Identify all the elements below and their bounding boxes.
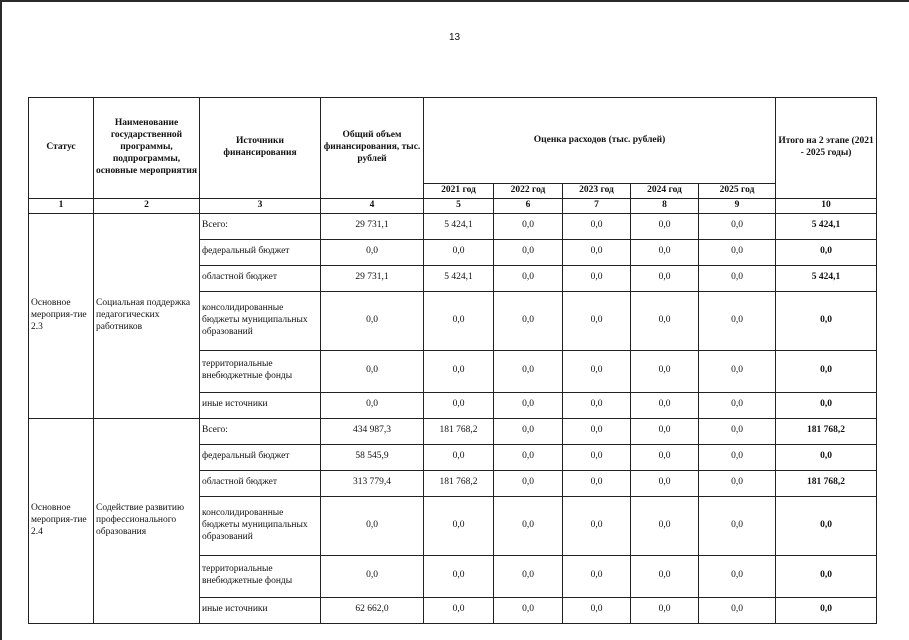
page-top-edge [0,0,909,2]
source-cell: областной бюджет [200,470,321,496]
year-value-cell: 0,0 [699,350,776,392]
total-volume-cell: 0,0 [321,392,424,418]
header-total-volume: Общий объем финансирования, тыс. рублей [321,98,424,199]
source-cell: Всего: [200,418,321,444]
total-volume-cell: 29 731,1 [321,265,424,291]
header-year: 2023 год [563,184,631,199]
column-number: 3 [200,198,321,213]
year-value-cell: 0,0 [699,265,776,291]
stage-total-cell: 0,0 [776,239,877,265]
stage-total-cell: 5 424,1 [776,265,877,291]
year-value-cell: 0,0 [494,597,563,623]
year-value-cell: 0,0 [631,239,699,265]
stage-total-cell: 0,0 [776,597,877,623]
year-value-cell: 0,0 [424,350,494,392]
status-cell: Основное мероприя-тие 2.3 [29,213,94,418]
year-value-cell: 0,0 [631,555,699,597]
year-value-cell: 0,0 [563,444,631,470]
year-value-cell: 0,0 [563,265,631,291]
total-volume-cell: 0,0 [321,496,424,555]
table-header [29,98,877,214]
source-cell: федеральный бюджет [200,239,321,265]
year-value-cell: 0,0 [563,213,631,239]
year-value-cell: 0,0 [699,418,776,444]
year-value-cell: 181 768,2 [424,470,494,496]
source-cell: областной бюджет [200,265,321,291]
year-value-cell: 0,0 [424,239,494,265]
source-cell: федеральный бюджет [200,444,321,470]
year-value-cell: 0,0 [424,496,494,555]
header-status: Статус [29,98,94,199]
year-value-cell: 0,0 [631,470,699,496]
year-value-cell: 0,0 [563,597,631,623]
year-value-cell: 0,0 [424,392,494,418]
source-cell: консолидированные бюджеты муниципальных образований [200,496,321,555]
year-value-cell: 0,0 [494,418,563,444]
year-value-cell: 0,0 [424,555,494,597]
year-value-cell: 0,0 [699,555,776,597]
year-value-cell: 0,0 [699,470,776,496]
stage-total-cell: 0,0 [776,392,877,418]
year-value-cell: 0,0 [699,444,776,470]
total-volume-cell: 434 987,3 [321,418,424,444]
year-value-cell: 0,0 [631,444,699,470]
source-cell: иные источники [200,392,321,418]
total-volume-cell: 58 545,9 [321,444,424,470]
header-year: 2024 год [631,184,699,199]
header-year: 2021 год [424,184,494,199]
total-volume-cell: 62 662,0 [321,597,424,623]
measure-name-cell: Социальная поддержка педагогических работников [94,213,200,418]
year-value-cell: 0,0 [631,350,699,392]
total-volume-cell: 0,0 [321,291,424,350]
header-sources: Источники финансирования [200,98,321,199]
column-number: 2 [94,198,200,213]
column-number: 5 [424,198,494,213]
stage-total-cell: 0,0 [776,555,877,597]
table-row [29,213,877,239]
year-value-cell: 181 768,2 [424,418,494,444]
year-value-cell: 5 424,1 [424,265,494,291]
source-cell: консолидированные бюджеты муниципальных образований [200,291,321,350]
year-value-cell: 0,0 [563,470,631,496]
year-value-cell: 0,0 [494,350,563,392]
column-number: 9 [699,198,776,213]
year-value-cell: 0,0 [563,350,631,392]
source-cell: иные источники [200,597,321,623]
financing-table [28,97,877,624]
year-value-cell: 0,0 [563,555,631,597]
year-value-cell: 0,0 [424,291,494,350]
year-value-cell: 0,0 [699,392,776,418]
total-volume-cell: 0,0 [321,555,424,597]
year-value-cell: 0,0 [699,291,776,350]
header-stage-total: Итого на 2 этапе (2021 - 2025 годы) [776,98,877,199]
column-number: 10 [776,198,877,213]
stage-total-cell: 181 768,2 [776,470,877,496]
stage-total-cell: 0,0 [776,291,877,350]
year-value-cell: 0,0 [631,265,699,291]
column-number: 7 [563,198,631,213]
year-value-cell: 0,0 [563,239,631,265]
year-value-cell: 0,0 [563,392,631,418]
header-name: Наименование государственной программы, подпрограммы, основные мероприятия [94,98,200,199]
year-value-cell: 0,0 [631,418,699,444]
table-body [29,213,877,623]
year-value-cell: 0,0 [494,265,563,291]
status-cell: Основное мероприя-тие 2.4 [29,418,94,623]
year-value-cell: 0,0 [631,392,699,418]
year-value-cell: 0,0 [563,418,631,444]
year-value-cell: 0,0 [424,597,494,623]
year-value-cell: 0,0 [699,597,776,623]
year-value-cell: 0,0 [563,291,631,350]
total-volume-cell: 313 779,4 [321,470,424,496]
year-value-cell: 5 424,1 [424,213,494,239]
stage-total-cell: 0,0 [776,444,877,470]
measure-name-cell: Содействие развитию профессионального образования [94,418,200,623]
year-value-cell: 0,0 [494,239,563,265]
stage-total-cell: 5 424,1 [776,213,877,239]
column-number: 4 [321,198,424,213]
page-left-edge [0,0,2,640]
total-volume-cell: 29 731,1 [321,213,424,239]
header-estimate: Оценка расходов (тыс. рублей) [424,98,776,184]
year-value-cell: 0,0 [494,470,563,496]
year-value-cell: 0,0 [494,496,563,555]
header-year: 2022 год [494,184,563,199]
column-number: 1 [29,198,94,213]
stage-total-cell: 0,0 [776,350,877,392]
table-row [29,418,877,444]
stage-total-cell: 181 768,2 [776,418,877,444]
year-value-cell: 0,0 [563,496,631,555]
source-cell: территориальные внебюджетные фонды [200,555,321,597]
year-value-cell: 0,0 [424,444,494,470]
year-value-cell: 0,0 [494,555,563,597]
stage-total-cell: 0,0 [776,496,877,555]
source-cell: Всего: [200,213,321,239]
year-value-cell: 0,0 [699,496,776,555]
year-value-cell: 0,0 [494,291,563,350]
page-number: 13 [448,32,461,43]
year-value-cell: 0,0 [494,392,563,418]
year-value-cell: 0,0 [631,597,699,623]
year-value-cell: 0,0 [494,213,563,239]
year-value-cell: 0,0 [699,239,776,265]
year-value-cell: 0,0 [631,496,699,555]
column-number: 6 [494,198,563,213]
year-value-cell: 0,0 [699,213,776,239]
year-value-cell: 0,0 [494,444,563,470]
header-year: 2025 год [699,184,776,199]
total-volume-cell: 0,0 [321,350,424,392]
column-number: 8 [631,198,699,213]
source-cell: территориальные внебюджетные фонды [200,350,321,392]
year-value-cell: 0,0 [631,291,699,350]
total-volume-cell: 0,0 [321,239,424,265]
year-value-cell: 0,0 [631,213,699,239]
column-number-row [29,198,877,213]
